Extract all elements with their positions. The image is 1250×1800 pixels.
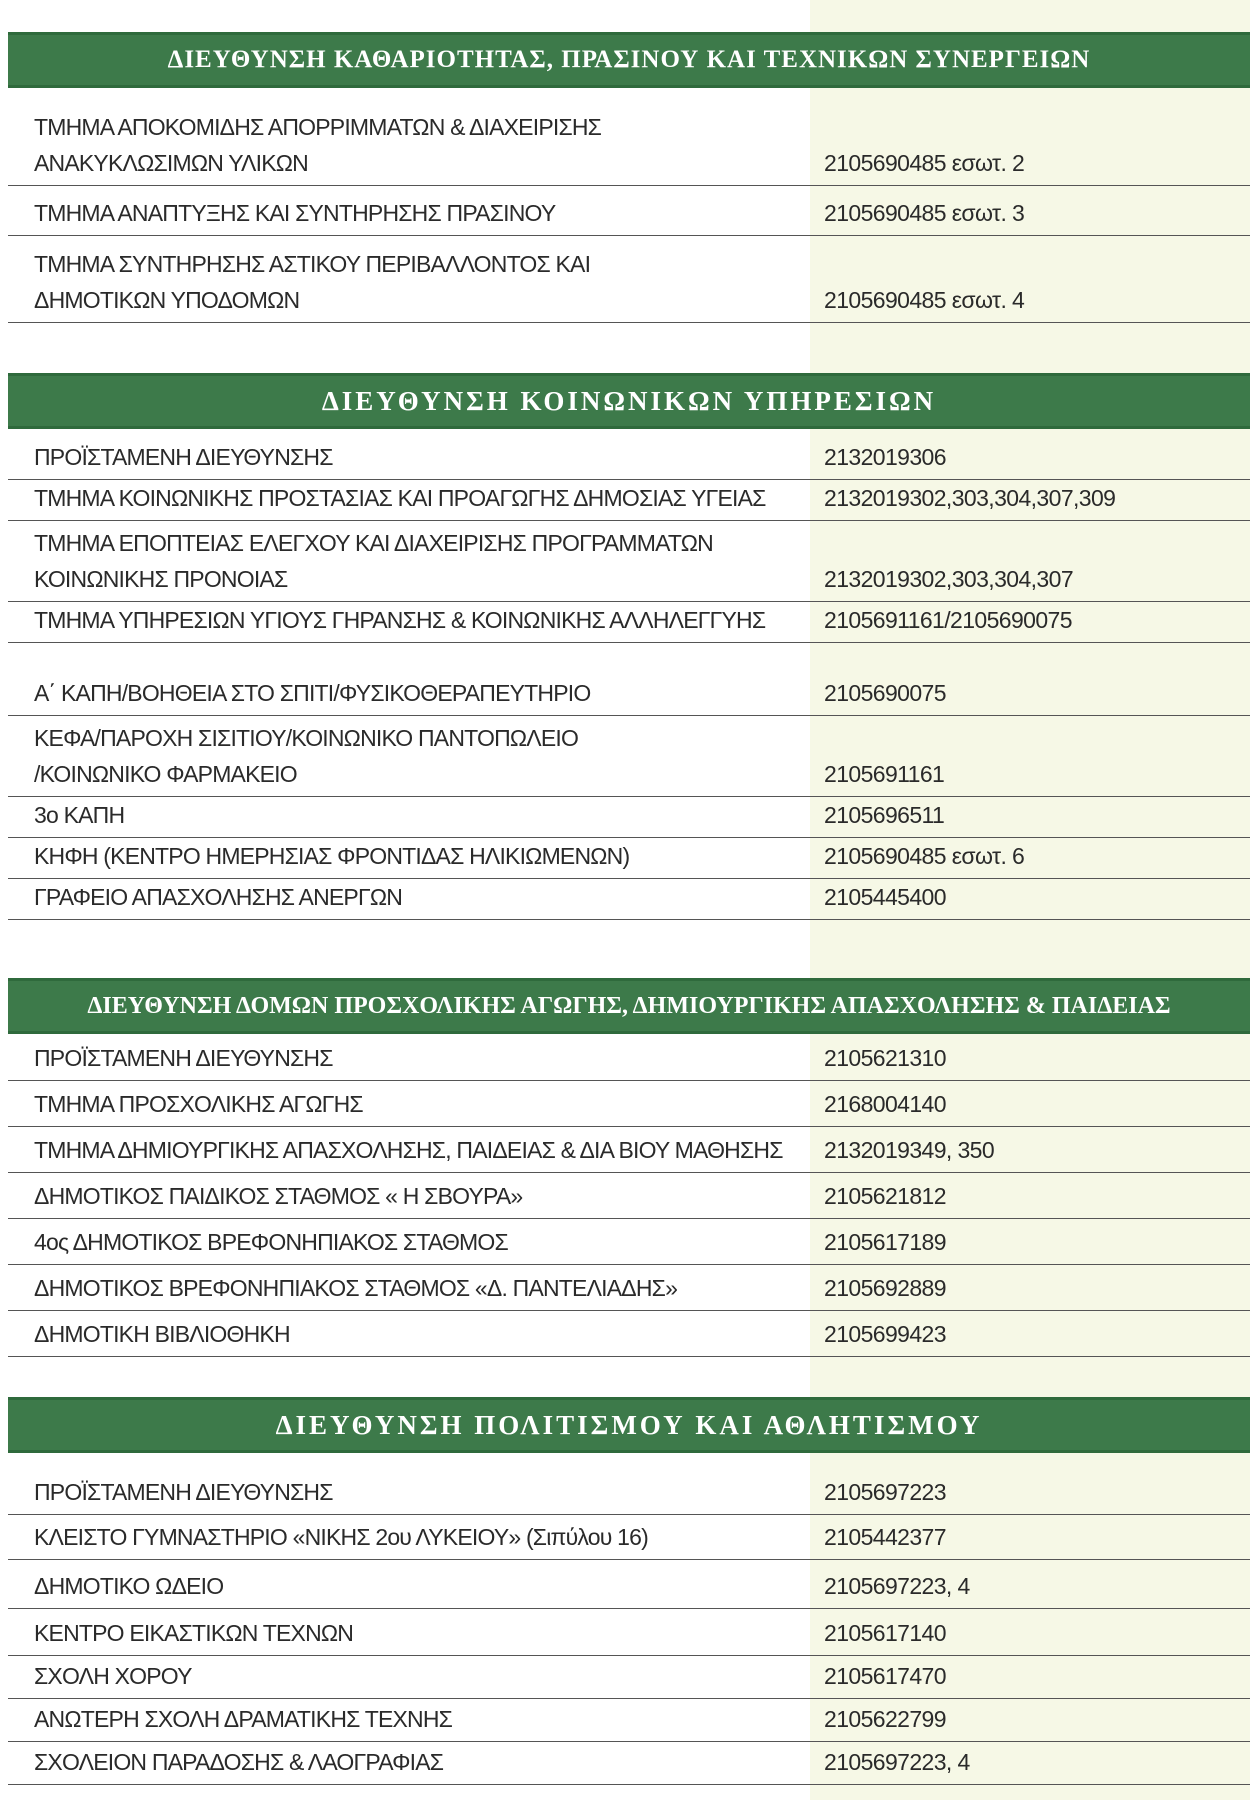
directory-row bbox=[8, 1609, 1250, 1656]
department-name: ΚΛΕΙΣΤΟ ΓΥΜΝΑΣΤΗΡΙΟ «ΝΙΚΗΣ 2ου ΛΥΚΕΙΟΥ» (Σιπύλου 16) bbox=[34, 1524, 648, 1550]
department-name: ΑΝΩΤΕΡΗ ΣΧΟΛΗ ΔΡΑΜΑΤΙΚΗΣ ΤΕΧΝΗΣ bbox=[34, 1706, 453, 1732]
phone-number: 2105622799 bbox=[824, 1706, 946, 1732]
department-name: 3ο ΚΑΠΗ bbox=[34, 802, 125, 828]
directory-row bbox=[8, 88, 1250, 186]
department-name: ΤΜΗΜΑ ΔΗΜΙΟΥΡΓΙΚΗΣ ΑΠΑΣΧΟΛΗΣΗΣ, ΠΑΙΔΕΙΑΣ & ΔΙΑ ΒΙΟΥ ΜΑΘΗΣΗΣ bbox=[34, 1137, 783, 1163]
department-name: ΓΡΑΦΕΙΟ ΑΠΑΣΧΟΛΗΣΗΣ ΑΝΕΡΓΩΝ bbox=[34, 884, 403, 910]
phone-number: 2105691161/2105690075 bbox=[824, 607, 1072, 633]
directory-row bbox=[8, 602, 1250, 643]
phone-number: 2105699423 bbox=[824, 1321, 946, 1347]
section-cleaning-green-technical bbox=[8, 32, 1250, 323]
department-name: ΣΧΟΛΕΙΟΝ ΠΑΡΑΔΟΣΗΣ & ΛΑΟΓΡΑΦΙΑΣ bbox=[34, 1749, 444, 1775]
directory-row bbox=[8, 236, 1250, 323]
directory-row bbox=[8, 1173, 1250, 1219]
directory-row bbox=[8, 521, 1250, 602]
directory-row bbox=[8, 1311, 1250, 1357]
phone-number: 2105445400 bbox=[824, 884, 946, 910]
phone-number: 2105442377 bbox=[824, 1524, 946, 1550]
directory-row bbox=[8, 1699, 1250, 1742]
phone-number: 2105617470 bbox=[824, 1663, 946, 1689]
department-name: ΤΜΗΜΑ ΥΠΗΡΕΣΙΩΝ ΥΓΙΟΥΣ ΓΗΡΑΝΣΗΣ & ΚΟΙΝΩΝΙΚΗΣ ΑΛΛΗΛΕΓΓΥΗΣ bbox=[34, 607, 766, 633]
department-name: ΤΜΗΜΑ ΕΠΟΠΤΕΙΑΣ ΕΛΕΓΧΟΥ ΚΑΙ ΔΙΑΧΕΙΡΙΣΗΣ ΠΡΟΓΡΑΜΜΑΤΩΝ ΚΟΙΝΩΝΙΚΗΣ ΠΡΟΝΟΙΑΣ bbox=[34, 530, 713, 592]
department-name: ΔΗΜΟΤΙΚΟΣ ΠΑΙΔΙΚΟΣ ΣΤΑΘΜΟΣ « Η ΣΒΟΥΡΑ» bbox=[34, 1183, 523, 1209]
department-name: ΤΜΗΜΑ ΚΟΙΝΩΝΙΚΗΣ ΠΡΟΣΤΑΣΙΑΣ ΚΑΙ ΠΡΟΑΓΩΓΗΣ ΔΗΜΟΣΙΑΣ ΥΓΕΙΑΣ bbox=[34, 485, 766, 511]
directory-row bbox=[8, 429, 1250, 480]
phone-number: 2105690485 εσωτ. 6 bbox=[824, 843, 1025, 869]
phone-number: 2105692889 bbox=[824, 1275, 946, 1301]
department-name: ΚΗΦΗ (ΚΕΝΤΡΟ ΗΜΕΡΗΣΙΑΣ ΦΡΟΝΤΙΔΑΣ ΗΛΙΚΙΩΜΕΝΩΝ) bbox=[34, 843, 630, 869]
directory-row bbox=[8, 1560, 1250, 1609]
phone-number: 2105696511 bbox=[824, 802, 945, 828]
phone-number: 2105690075 bbox=[824, 680, 946, 706]
directory-row bbox=[8, 1265, 1250, 1311]
directory-row bbox=[8, 480, 1250, 521]
directory-row bbox=[8, 1656, 1250, 1699]
phone-number: 2132019302,303,304,307,309 bbox=[824, 485, 1116, 511]
directory-row bbox=[8, 879, 1250, 920]
section-header: ΔΙΕΥΘΥΝΣΗ ΠΟΛΙΤΙΣΜΟΥ ΚΑΙ ΑΘΛΗΤΙΣΜΟΥ bbox=[8, 1397, 1250, 1453]
department-name: ΔΗΜΟΤΙΚΗ ΒΙΒΛΙΟΘΗΚΗ bbox=[34, 1321, 290, 1347]
department-name: ΠΡΟΪΣΤΑΜΕΝΗ ΔΙΕΥΘΥΝΣΗΣ bbox=[34, 1045, 333, 1071]
phone-number: 2105691161 bbox=[824, 761, 945, 787]
section-social-services bbox=[8, 373, 1250, 920]
section-header: ΔΙΕΥΘΥΝΣΗ ΚΟΙΝΩΝΙΚΩΝ ΥΠΗΡΕΣΙΩΝ bbox=[8, 373, 1250, 429]
phone-number: 2105617140 bbox=[824, 1620, 946, 1646]
directory-row bbox=[8, 838, 1250, 879]
department-name: ΔΗΜΟΤΙΚΟ ΩΔΕΙΟ bbox=[34, 1573, 224, 1599]
phone-number: 2105697223, 4 bbox=[824, 1749, 970, 1775]
directory-row bbox=[8, 643, 1250, 716]
directory-row bbox=[8, 797, 1250, 838]
phone-number: 2168004140 bbox=[824, 1091, 946, 1117]
directory-row bbox=[8, 186, 1250, 236]
department-name: ΤΜΗΜΑ ΑΠΟΚΟΜΙΔΗΣ ΑΠΟΡΡΙΜΜΑΤΩΝ & ΔΙΑΧΕΙΡΙΣΗΣ ΑΝΑΚΥΚΛΩΣΙΜΩΝ ΥΛΙΚΩΝ bbox=[34, 114, 602, 176]
phone-number: 2105697223 bbox=[824, 1479, 946, 1505]
phone-number: 2105621310 bbox=[824, 1045, 946, 1071]
phone-number: 2132019349, 350 bbox=[824, 1137, 995, 1163]
department-name: 4ος ΔΗΜΟΤΙΚΟΣ ΒΡΕΦΟΝΗΠΙΑΚΟΣ ΣΤΑΘΜΟΣ bbox=[34, 1229, 508, 1255]
phone-number: 2105621812 bbox=[824, 1183, 946, 1209]
department-name: ΤΜΗΜΑ ΑΝΑΠΤΥΞΗΣ ΚΑΙ ΣΥΝΤΗΡΗΣΗΣ ΠΡΑΣΙΝΟΥ bbox=[34, 200, 556, 226]
department-name: Α΄ ΚΑΠΗ/ΒΟΗΘΕΙΑ ΣΤΟ ΣΠΙΤΙ/ΦΥΣΙΚΟΘΕΡΑΠΕΥΤΗΡΙΟ bbox=[34, 680, 591, 706]
department-name: ΣΧΟΛΗ ΧΟΡΟΥ bbox=[34, 1663, 192, 1689]
department-name: ΤΜΗΜΑ ΣΥΝΤΗΡΗΣΗΣ ΑΣΤΙΚΟΥ ΠΕΡΙΒΑΛΛΟΝΤΟΣ ΚΑΙ ΔΗΜΟΤΙΚΩΝ ΥΠΟΔΟΜΩΝ bbox=[34, 251, 591, 313]
section-header: ΔΙΕΥΘΥΝΣΗ ΔΟΜΩΝ ΠΡΟΣΧΟΛΙΚΗΣ ΑΓΩΓΗΣ, ΔΗΜΙΟΥΡΓΙΚΗΣ ΑΠΑΣΧΟΛΗΣΗΣ & ΠΑΙΔΕΙΑΣ bbox=[8, 978, 1250, 1034]
directory-row bbox=[8, 1081, 1250, 1127]
department-name: ΠΡΟΪΣΤΑΜΕΝΗ ΔΙΕΥΘΥΝΣΗΣ bbox=[34, 1479, 333, 1505]
phone-number: 2132019302,303,304,307 bbox=[824, 566, 1074, 592]
directory-row bbox=[8, 1742, 1250, 1785]
directory-row bbox=[8, 1515, 1250, 1560]
section-culture-sports bbox=[8, 1397, 1250, 1785]
phone-number: 2105617189 bbox=[824, 1229, 946, 1255]
department-name: ΔΗΜΟΤΙΚΟΣ ΒΡΕΦΟΝΗΠΙΑΚΟΣ ΣΤΑΘΜΟΣ «Δ. ΠΑΝΤΕΛΙΑΔΗΣ» bbox=[34, 1275, 678, 1301]
directory-row bbox=[8, 1453, 1250, 1515]
directory-row bbox=[8, 1219, 1250, 1265]
phone-number: 2105697223, 4 bbox=[824, 1573, 970, 1599]
phone-number: 2105690485 εσωτ. 3 bbox=[824, 200, 1025, 226]
phone-number: 2105690485 εσωτ. 4 bbox=[824, 287, 1025, 313]
directory-row bbox=[8, 716, 1250, 797]
phone-number: 2105690485 εσωτ. 2 bbox=[824, 150, 1025, 176]
directory-row bbox=[8, 1034, 1250, 1081]
phone-number: 2132019306 bbox=[824, 444, 946, 470]
section-header: ΔΙΕΥΘΥΝΣΗ ΚΑΘΑΡΙΟΤΗΤΑΣ, ΠΡΑΣΙΝΟΥ ΚΑΙ ΤΕΧΝΙΚΩΝ ΣΥΝΕΡΓΕΙΩΝ bbox=[8, 32, 1250, 88]
section-preschool-education bbox=[8, 978, 1250, 1357]
department-name: ΚΕΦΑ/ΠΑΡΟΧΗ ΣΙΣΙΤΙΟΥ/ΚΟΙΝΩΝΙΚΟ ΠΑΝΤΟΠΩΛΕΙΟ /ΚΟΙΝΩΝΙΚΟ ΦΑΡΜΑΚΕΙΟ bbox=[34, 725, 579, 787]
department-name: ΚΕΝΤΡΟ ΕΙΚΑΣΤΙΚΩΝ ΤΕΧΝΩΝ bbox=[34, 1620, 354, 1646]
department-name: ΤΜΗΜΑ ΠΡΟΣΧΟΛΙΚΗΣ ΑΓΩΓΗΣ bbox=[34, 1091, 363, 1117]
directory-row bbox=[8, 1127, 1250, 1173]
department-name: ΠΡΟΪΣΤΑΜΕΝΗ ΔΙΕΥΘΥΝΣΗΣ bbox=[34, 444, 333, 470]
